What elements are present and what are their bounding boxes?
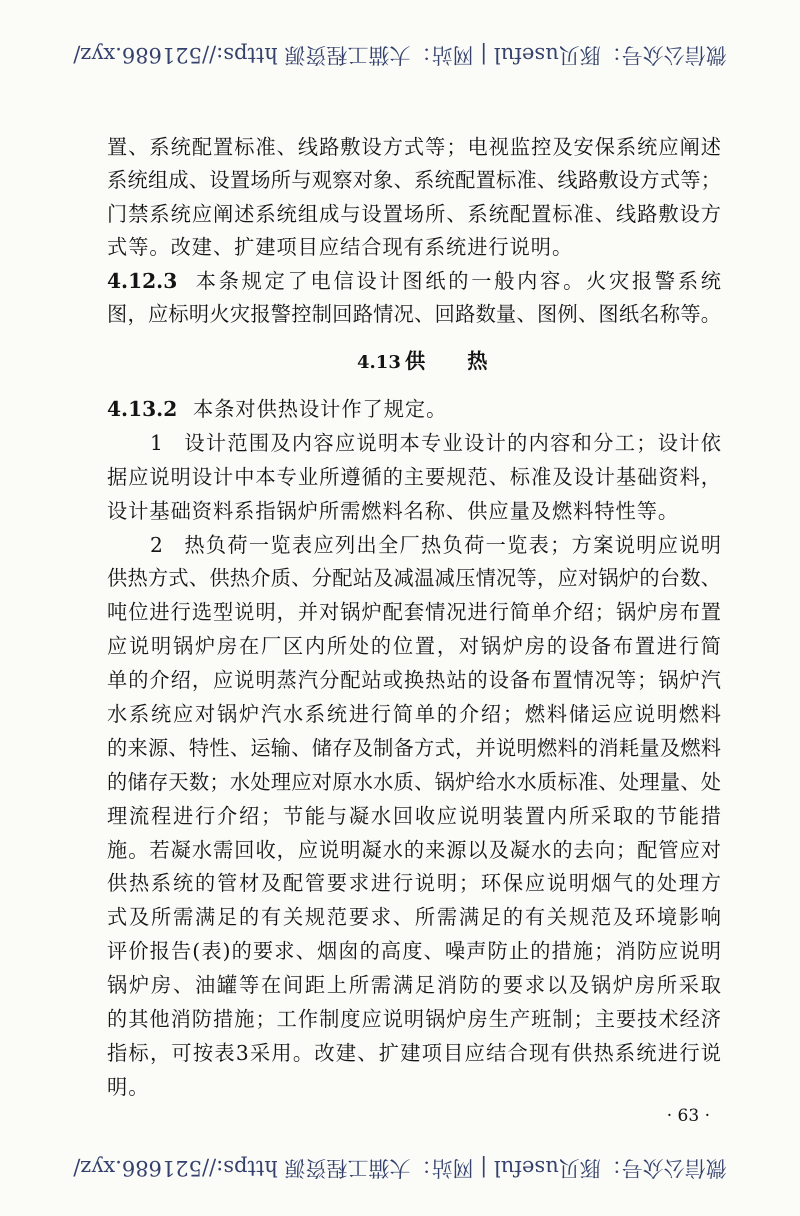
text-line: 式等。改建、扩建项目应结合现有系统进行说明。 xyxy=(107,235,574,260)
clause-number: 4.13.2 xyxy=(107,396,178,421)
page-number: · 63 · xyxy=(666,1106,710,1126)
text-line: 图，应标明火灾报警控制回路情况、回路数量、图例、图纸名称等。 xyxy=(107,301,721,326)
item-2 xyxy=(107,529,721,1105)
watermark-bottom: 微信公众号：豚贝useful | 网站：大猫工程资源 https://521686.xyz/ xyxy=(73,1156,727,1180)
watermark-top: 微信公众号：豚贝useful | 网站：大猫工程资源 https://521686.xyz/ xyxy=(73,43,727,67)
text-line-content: 热负荷一览表应列出全厂热负荷一览表；方案说明应说明 xyxy=(183,532,721,557)
continued-paragraph xyxy=(107,131,721,265)
section-title: 供热 xyxy=(405,349,530,374)
clause-4-12-3 xyxy=(107,265,721,332)
text-line: 水系统应对锅炉汽水系统进行简单的介绍；燃料储运应说明燃料 xyxy=(107,702,721,726)
page-body xyxy=(107,131,721,1105)
text-line: 门禁系统应阐述系统组成与设置场所、系统配置标准、线路敷设方 xyxy=(107,201,721,226)
item-first-line xyxy=(107,427,721,461)
text-line: 的来源、特性、运输、储存及制备方式，并说明燃料的消耗量及燃料 xyxy=(107,735,721,760)
section-heading xyxy=(107,331,721,393)
text-line: 的其他消防措施；工作制度应说明锅炉房生产班制；主要技术经济 xyxy=(107,1007,721,1032)
text-line-content: 本条对供热设计作了规定。 xyxy=(193,396,448,421)
text-line: 系统组成、设置场所与观察对象、系统配置标准、线路敷设方式等； xyxy=(107,168,721,193)
text-line: 置、系统配置标准、线路敷设方式等；电视监控及安保系统应阐述 xyxy=(107,135,721,159)
clause-first-line xyxy=(107,393,721,427)
text-line-content: 本条规定了电信设计图纸的一般内容。火灾报警系统 xyxy=(193,268,721,293)
clause-4-13-2 xyxy=(107,393,721,427)
text-line: 评价报告(表)的要求、烟囱的高度、噪声防止的措施；消防应说明 xyxy=(107,939,721,964)
clause-number: 4.12.3 xyxy=(107,268,178,293)
text-line-content: 设计范围及内容应说明本专业设计的内容和分工；设计依 xyxy=(183,430,721,455)
text-line: 式及所需满足的有关规范要求、所需满足的有关规范及环境影响 xyxy=(107,905,721,930)
text-line: 的储存天数；水处理应对原水水质、锅炉给水水质标准、处理量、处 xyxy=(107,769,721,794)
text-line: 吨位进行选型说明，并对锅炉配套情况进行简单介绍；锅炉房布置 xyxy=(107,600,721,625)
text-line: 理流程进行介绍；节能与凝水回收应说明装置内所采取的节能措 xyxy=(107,803,721,828)
section-number: 4.13 xyxy=(357,352,401,374)
text-line: 据应说明设计中本专业所遵循的主要规范、标准及设计基础资料， xyxy=(107,464,721,489)
text-line: 明。 xyxy=(107,1074,150,1099)
item-number: 2 xyxy=(150,532,163,557)
text-line: 指标，可按表3采用。改建、扩建项目应结合现有供热系统进行说 xyxy=(107,1040,721,1065)
text-line: 单的介绍，应说明蒸汽分配站或换热站的设备布置情况等；锅炉汽 xyxy=(107,668,721,693)
text-line: 锅炉房、油罐等在间距上所需满足消防的要求以及锅炉房所采取 xyxy=(107,973,721,998)
text-line: 应说明锅炉房在厂区内所处的位置，对锅炉房的设备布置进行简 xyxy=(107,634,721,659)
section-4-12-continued xyxy=(107,131,721,331)
text-line: 供热方式、供热介质、分配站及减温减压情况等，应对锅炉的台数、 xyxy=(107,566,721,591)
item-number: 1 xyxy=(150,430,163,455)
item-1 xyxy=(107,427,721,529)
text-line: 供热系统的管材及配管要求进行说明；环保应说明烟气的处理方 xyxy=(107,871,721,896)
text-line: 设计基础资料系指锅炉所需燃料名称、供应量及燃料特性等。 xyxy=(107,498,680,523)
clause-first-line xyxy=(107,265,721,298)
text-line: 施。若凝水需回收，应说明凝水的来源以及凝水的去向；配管应对 xyxy=(107,837,721,862)
item-first-line xyxy=(107,529,721,563)
section-4-13 xyxy=(107,393,721,1105)
